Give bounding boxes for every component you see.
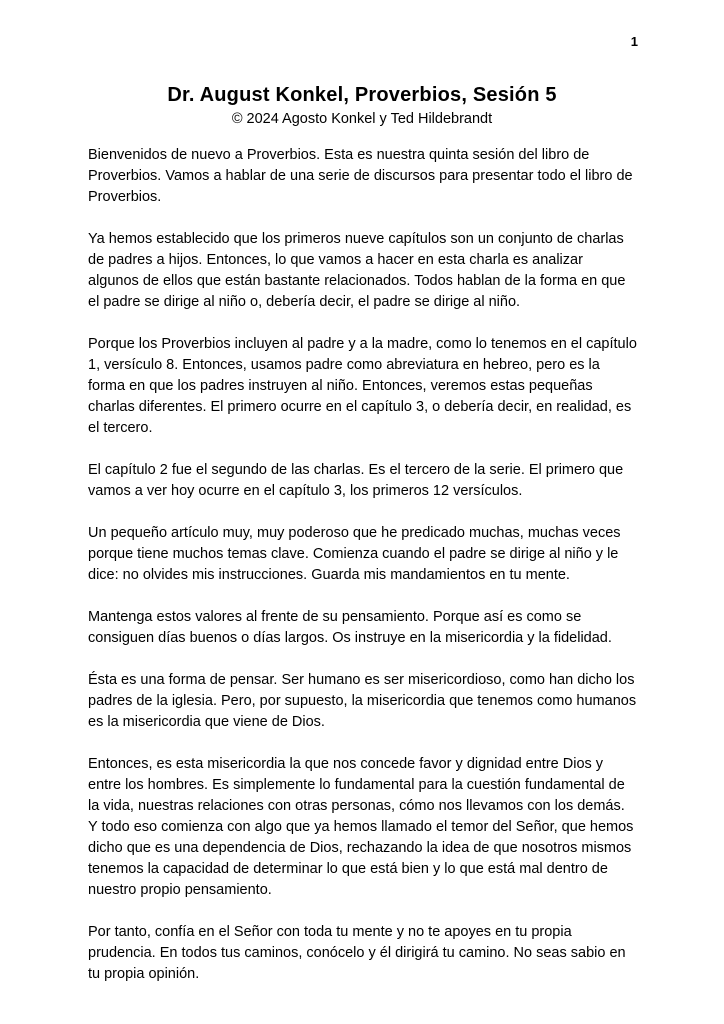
paragraph: Ya hemos establecido que los primeros nueve capítulos son un conjunto de charlas de padres a hijos. Entonces, lo que vamos a hacer en esta charla es analizar algunos de ellos que están bastante relacionados. Todos hablan de la forma en que el padre se dirige al niño o, debería decir, el padre se dirige al niño. xyxy=(88,231,626,310)
copyright-line: © 2024 Agosto Konkel y Ted Hildebrandt xyxy=(231,111,493,127)
page-number: 1 xyxy=(630,34,638,49)
paragraph: Bienvenidos de nuevo a Proverbios. Esta es nuestra quinta sesión del libro de Proverbios. Vamos a hablar de una serie de discursos para presentar todo el libro de Proverbios. xyxy=(88,147,633,205)
paragraph: Mantenga estos valores al frente de su pensamiento. Porque así es como se consiguen días buenos o días largos. Os instruye en la misericordia y la fidelidad. xyxy=(88,609,612,646)
paragraph: Entonces, es esta misericordia la que nos concede favor y dignidad entre Dios y entre los hombres. Es simplemente lo fundamental para la cuestión fundamental de la vida, nuestras relaciones con otras personas, cómo nos llevamos con los demás. Y todo eso comienza con algo que ya hemos llamado el temor del Señor, que hemos dicho que es una dependencia de Dios, rechazando la idea de que nosotros mismos tenemos la capacidad de determinar lo que está bien y lo que está mal dentro de nuestro propio pensamiento. xyxy=(88,756,634,898)
paragraph: Por tanto, confía en el Señor con toda tu mente y no te apoyes en tu propia prudencia. En todos tus caminos, conócelo y él dirigirá tu camino. No seas sabio en tu propia opinión. xyxy=(88,924,626,982)
document-body xyxy=(0,127,724,985)
document-title: Dr. August Konkel, Proverbios, Sesión 5 xyxy=(167,84,557,106)
paragraph: Un pequeño artículo muy, muy poderoso que he predicado muchas, muchas veces porque tiene muchos temas clave. Comienza cuando el padre se dirige al niño y le dice: no olvides mis instrucciones. Guarda mis mandamientos en tu mente. xyxy=(88,525,621,583)
paragraph: El capítulo 2 fue el segundo de las charlas. Es el tercero de la serie. El primero que vamos a ver hoy ocurre en el capítulo 3, los primeros 12 versículos. xyxy=(88,462,624,499)
paragraph: Porque los Proverbios incluyen al padre y a la madre, como lo tenemos en el capítulo 1, versículo 8. Entonces, usamos padre como abreviatura en hebreo, pero es la forma en que los padres instruyen al niño. Entonces, veremos estas pequeñas charlas diferentes. El primero ocurre en el capítulo 3, o debería decir, en realidad, es el tercero. xyxy=(88,336,637,436)
document-header xyxy=(0,0,724,127)
paragraph: Ésta es una forma de pensar. Ser humano es ser misericordioso, como han dicho los padres de la iglesia. Pero, por supuesto, la misericordia que tenemos como humanos es la misericordia que viene de Dios. xyxy=(88,672,637,730)
